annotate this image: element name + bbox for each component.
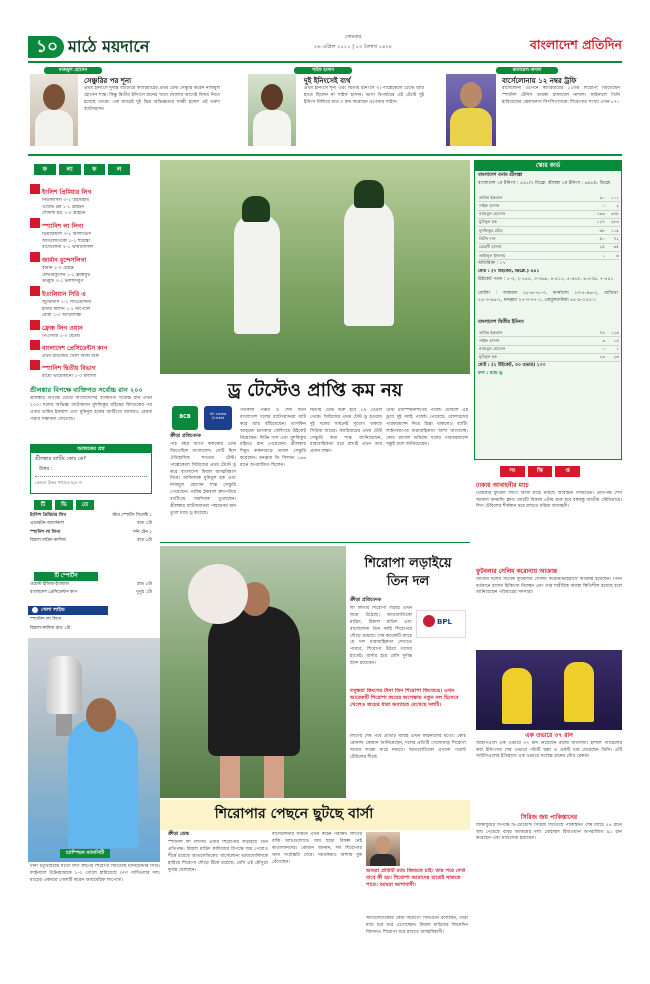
batsman-runs: ৫০	[592, 235, 606, 243]
tv-guide	[28, 498, 154, 568]
result-block-5	[30, 320, 152, 341]
batsman-name: নাজমুল হোসেন	[478, 345, 592, 353]
t-sports-row	[28, 589, 154, 597]
top-story-2-byline: সাইফ হাসান	[294, 67, 352, 74]
result-marker-icon	[30, 340, 40, 350]
batsman-balls: ৩৭৮	[606, 210, 620, 218]
result-line: নিউক্যাসল ৩-২ উইস্টহাম	[42, 197, 89, 203]
table-row	[478, 243, 620, 251]
tv-row-right: স্টার স্পোর্টস সিলেক্ট ১	[112, 513, 152, 518]
player-dark-kit	[208, 606, 300, 756]
brand-name: বাংলাদেশ প্রতিদিন	[529, 37, 622, 52]
batsman-runs: ০	[592, 202, 606, 210]
trophy-shape	[46, 656, 82, 714]
batsman-name: মুশফিকুর রহিম	[478, 227, 592, 235]
table-row	[478, 329, 620, 337]
barca-col-3: আতলেতিকোর কোচ দিয়েগো সিমিওনে বলেছেন, তারা ম্যাচ ধরে ধরে এগোচ্ছেন। রিয়াল মাদ্রিদের জিনেদিন জিদানও শিরোপা ধরে রাখতে আত্মবিশ্বাসী।	[366, 916, 468, 935]
brief-body: প্রিমিয়ার ফুটবল লিগে আজ মাঠে নামছে আবাহনী লিমিটেড। প্রতিপক্ষ শেখ জামাল ধানমন্ডি ক্লাব। ম্যাচটি বিকাল ৪টায় শুরু হবে বঙ্গবন্ধু জাতীয় স্টেডিয়ামে। লিগ টেবিলের শীর্ষস্থান ধরে রাখতে মরিয়া আবাহনী।	[476, 490, 622, 510]
brief-title: এক ওভারে ৩৭ রান	[525, 732, 573, 739]
batsman-balls: ২৮৪	[606, 218, 620, 226]
scorecard-subtitle: বাংলাদেশ বনাম শ্রীলঙ্কা	[478, 173, 523, 178]
result-line: ওয়েস্ট ব্রম ১-১ ব্রাইটন	[42, 204, 85, 210]
batsman-name: মুমিনুল হক	[478, 353, 592, 361]
lead-logo-slc-label: Sri Lanka Cricket	[209, 412, 227, 421]
result-marker-icon	[30, 360, 40, 370]
sports-live	[28, 606, 154, 636]
zidane-photo	[366, 832, 400, 866]
batsman-name: মেহেদী হাসান	[478, 243, 592, 251]
brief-4	[476, 814, 622, 944]
falafal-letter-3: ফ	[84, 164, 106, 175]
table-row	[478, 345, 620, 353]
result-line: জুভেন্টাস ১-১ ফিওরেন্টিনা	[42, 299, 92, 305]
header-rule	[28, 61, 622, 63]
player-shape	[68, 718, 138, 848]
tv-row-right: সনি টেন ২	[132, 529, 152, 535]
result-title: ইতালিয়ান সিরি এ	[42, 291, 86, 298]
issue-day: সোমবার	[344, 34, 362, 40]
zidane-quote: আমরা প্রতিটি ম্যাচ জিততে চাই। তার পরে দেখা যাবে কী হয়। শিরোপা আমাদের হাতেই থাকতে পারে। আমরা আশাবাদী।	[366, 868, 466, 889]
scorecard-bowling: বোলিং : লাকমল ২৮-৬-৭৮-০, ফার্নান্দো ২৩-৫-৯৬-২, রাজিথা ২৪-৩-৯৬-১, ধনঞ্জয়া ২৭-৩-৭৭-১, এমবুলদেনিয়া ৪৫-৯-১৩৫-১	[478, 290, 618, 303]
t-sports-heading: টি স্পোর্টস	[34, 572, 98, 581]
batsman-2	[344, 200, 394, 326]
result-title: ইংলিশ প্রিমিয়ার লিগ	[42, 189, 92, 196]
batsman-runs: ১২৭	[592, 218, 606, 226]
tv-letter-3: তে	[76, 500, 94, 510]
falafal-letter-2: লা	[59, 164, 81, 175]
brief-2	[476, 568, 622, 648]
lead-col-2: গতকাল পঞ্চম ও শেষ দিনে বাংলাদেশ দলের ব্যাটসম্যানরা ব্যাট করে ম্যাচ বাঁচিয়েছেন। তাসকিন আহমেদ চমৎকার বোলিংয়ে উইকেট নিয়েছেন। লিটন দাস এবং মুশফিকুর রহিমও রান পেয়েছেন। শ্রীলঙ্কার দিমুথ করুনারত্নে ডাবল সেঞ্চুরি করেছেন। ধনঞ্জয়া ডি সিলভা ১৬৬ রানে অপরাজিত ছিলেন।	[240, 408, 306, 469]
lead-byline: ক্রীড়া প্রতিবেদক	[170, 434, 201, 439]
result-line: লেভারকুসেন ১-১ ফ্রাঙ্কফুর্ট	[42, 272, 91, 278]
batsman-runs: ৯০	[592, 194, 606, 202]
batsman-balls: ১২৬	[606, 329, 620, 337]
messi-headline-2: তিন দল	[386, 574, 430, 589]
lead-bottom-rule	[160, 542, 470, 543]
table-row	[478, 227, 620, 235]
top-story-3	[426, 66, 622, 152]
batsman-balls: ৩৫	[606, 243, 620, 251]
scorecard-table	[478, 194, 620, 260]
batsman-runs: ০	[592, 345, 606, 353]
falafal-letter-4: ল	[108, 164, 130, 175]
result-block-3	[30, 252, 152, 286]
t-sports-row-left: ওয়েস্ট ইন্ডিজ-ইংল্যান্ড	[30, 582, 70, 587]
barca-col-2: বার্সেলোনার সামনে এখন কঠিন পরীক্ষা। লিগের বাকি ম্যাচগুলোতে জয় ছাড়া বিকল্প নেই কাতালানদের। কোমান জানান, দল শিরোপার জন্য সর্বোচ্চটা দেবে। সমর্থকরাও আশায় বুক বেঁধেছেন।	[272, 832, 362, 865]
t-sports-row	[28, 581, 154, 589]
tv-letter-2: ভি	[55, 500, 73, 510]
batsman-name: লিটন দাস	[478, 235, 592, 243]
result-block-7	[30, 360, 152, 381]
tv-row-left: রিয়াল মাদ্রিদ-কাদিজ	[30, 538, 66, 544]
t-sports	[28, 572, 154, 604]
champion-photo	[28, 638, 160, 862]
t-sports-row-right: দুপুর ১টা	[136, 590, 152, 596]
quiz-heading: আজকের প্রশ্ন	[31, 445, 151, 453]
sports-live-header	[28, 606, 108, 615]
table-row	[478, 353, 620, 361]
messi-byline: ক্রীড়া প্রতিবেদক	[350, 598, 381, 603]
top-story-1-byline: নাজমুল হোসেন	[44, 67, 102, 74]
quiz-question: শ্রীলঙ্কার ব্যাটিং কোচ কে?	[35, 456, 86, 462]
lead-col-4: টেস্ট চ্যাম্পিয়নশিপের পয়েন্ট টেবিলে এই ড্রয়ে দুই দলই পয়েন্ট পেয়েছে। বোলারদের পারফরম্যান্স নিয়ে চিন্তা থাকলেও ব্যাটিং লাইনআপের ধারাবাহিকতা আশা জাগাচ্ছে। কোচ রাসেল ডমিঙ্গো দলের পারফরম্যান্সে সন্তুষ্ট বলে জানিয়েছেন।	[386, 408, 468, 448]
falafal-heading	[34, 164, 130, 175]
result-title: স্প্যানিশ লা লিগা	[42, 223, 84, 230]
result-block-4	[30, 286, 152, 320]
top-story-1-title: সেঞ্চুরির পর শূন্য	[84, 77, 132, 85]
messi-body: লা লিগার শিরোপা লড়াই এখন জমে উঠেছে। আতলেতিকো মাদ্রিদ, রিয়াল মাদ্রিদ এবং বার্সেলোনা তিন দলই শিরোপার দৌড়ে রয়েছে। শেষ কয়েকটি ম্যাচে যে দল ধারাবাহিকতা দেখাতে পারবে, শিরোপা উঠবে তাদের হাতেই। বার্সার হয়ে মেসি দুর্দান্ত ছন্দে রয়েছেন।	[350, 606, 412, 667]
tv-row	[28, 520, 154, 528]
tv-row-left: এভারটন-আর্সেনাল	[30, 521, 64, 527]
result-line: ইন্টার মিলান ১-১ নাপোলি	[42, 306, 91, 312]
lead-col-3: দ্বিতীয় টেস্ট শুরু হবে ২৯ এপ্রিল থেকে। সিরিজের প্রথম টেস্ট ড্র হওয়ায় দুই দলের সামনেই সুযোগ থাকছে সিরিজ জয়ের। ক্যারিয়ারের প্রথম টেস্ট সেঞ্চুরি করা শান্ত জানিয়েছেন, ধারাবাহিকতা ধরে রাখাই এখন তার প্রধান লক্ষ্য।	[310, 408, 382, 455]
top-story-2-title: দুই ইনিংসেই ব্যর্থ	[304, 77, 351, 85]
batsman-name: সাইফ হাসান	[478, 337, 592, 345]
scorecard-total: মোট : (৭ উইকেট, ডিক্লে.) ৫৪১	[478, 269, 540, 275]
brief-body: জিম্বাবুয়ের বিপক্ষে টি-টোয়েন্টি সিরিজ জিতেছে পাকিস্তান। শেষ ম্যাচে ২৪ রানে জয় পেয়েছে বাবর আজমের দল। মোহাম্মদ রিজওয়ান অপরাজিত ৯১ রান করেছেন এবং ম্যাচসেরা হয়েছেন।	[476, 822, 622, 842]
section-title: মাঠে ময়দানে	[68, 37, 150, 56]
sports-live-icon	[32, 607, 38, 613]
result-marker-icon	[30, 218, 40, 228]
brief-title: ঢাকায় আবাহনীর ম্যাচ	[476, 482, 529, 489]
top-story-1-body: প্রথম ইনিংসে দুর্দান্ত ব্যাটিংয়ে ক্যারিয়ারের প্রথম টেস্ট সেঞ্চুরি করেন নাজমুল হোসেন শান্ত। কিন্তু দ্বিতীয় ইনিংসে রানের খাতা খোলার আগেই বিদায় নিতে হয়েছে তাকে। এক ম্যাচেই দুই ভিন্ন অভিজ্ঞতার সাক্ষী হলেন এই তরুণ ব্যাটসম্যান।	[84, 86, 220, 112]
batsman-balls: ২৬	[606, 353, 620, 361]
brief-1	[476, 482, 622, 566]
lead-col-1: পাঁচ বছর আগে কলম্বোয় টেস্ট জিতেছিল বাংলাদেশ। সেটি ছিল ঐতিহাসিক শততম টেস্ট। পাল্লেকেলে সিরিজের প্রথম টেস্টে ড্র করে বাংলাদেশ ফিরল আত্মবিশ্বাস নিয়ে। অধিনায়ক মুমিনুল হক এবং নাজমুল হোসেন শান্ত সেঞ্চুরি পেয়েছেন। তামিম ইকবাল দ্রুতগতির ব্যাটিংয়ে অর্ধশতক তুলেছেন। শ্রীলঙ্কার ব্যাটসম্যানরা পাহাড়সম রান তুলে ম্যাচ ড্র করেছে।	[170, 442, 236, 516]
scorecard-summary: বাংলাদেশ ১ম ইনিংস : ৫৪১/৭ ডিক্লে. শ্রীলঙ্কা ১ম ইনিংস : ৬৪৮/৮ ডিক্লে.	[478, 180, 612, 186]
messi-photo	[160, 546, 346, 798]
batsman-name: নাজমুল হোসেন	[478, 210, 592, 218]
t-sports-row-right: রাত ৮টা	[137, 582, 152, 587]
tv-row	[28, 529, 154, 537]
sidebar-story-body: শ্রীলঙ্কার বিপক্ষে টেস্টে বাংলাদেশের ব্যক্তিগত সর্বোচ্চ রান এখন ২০০। দলের অভিজ্ঞ ব্যাটসম্যান মুশফিকুর রহিমের দ্বিশতকের পর এবার তামিম ইকবাল এবং মুমিনুল হকের ব্যাটিংয়ে আবারও রেকর্ড গড়ার সম্ভাবনা জেগেছে।	[30, 396, 152, 422]
top-story-3-body: বার্সেলোনা ওপেনে ক্যারিয়ারের ১২তম শিরোপা জিতেছেন স্প্যানিশ টেনিস তারকা রাফায়েল নাদাল। ফাইনালে তিনি হারিয়েছেন স্তেফানোস সিৎসিপাসকে। শিরোপার সংখ্যা এখন ৮৭।	[502, 86, 620, 105]
result-line: পিএসজি ২-০ মেটজ	[42, 333, 80, 339]
table-row	[478, 251, 620, 259]
masthead	[28, 34, 622, 60]
result-title: ফ্রেঞ্চ লিগ ওয়ান	[42, 325, 83, 332]
top-story-2-photo	[248, 74, 296, 146]
brief-body: আইপিএলে এক ওভারে ৩৭ রান নিয়েছেন রবীন্দ্র জাদেজা। হার্শাল প্যাটেলের করা ইনিংসের শেষ ওভারে পাঁচটি ছক্কা ও একটি চার মেরেছেন তিনি। এটি আইপিএলের ইতিহাসে এক ওভারে সর্বোচ্চ রানের যৌথ রেকর্ড।	[476, 740, 622, 760]
top-story-1-photo	[30, 74, 78, 146]
sports-live-line-2: রিয়াল-কাদিজ রাত ১টা	[30, 625, 71, 631]
result-title: জার্মান বুন্দেসলিগা	[42, 257, 87, 264]
brief-3	[476, 732, 622, 812]
result-block-2	[30, 218, 152, 252]
brief-3-photo	[476, 650, 622, 730]
sangkhipta-letter-2: ক্ষি	[528, 466, 553, 477]
barca-byline: ক্রীড়া ডেস্ক	[168, 832, 189, 837]
tv-heading	[34, 500, 94, 510]
scorecard-second-heading: বাংলাদেশ দ্বিতীয় ইনিংস	[478, 319, 524, 325]
batsman-balls: ১১৫	[606, 227, 620, 235]
batsman-balls: ৭২	[606, 235, 620, 243]
top-story-3-byline: রাফায়েল নাদাল	[496, 67, 558, 74]
scorecard-second-table	[478, 329, 620, 362]
table-row	[478, 337, 620, 345]
result-line: রোমা ২-০ আতালান্তা	[42, 313, 82, 319]
result-marker-icon	[30, 184, 40, 194]
lead-logo-bcb-label: BCB	[179, 414, 191, 420]
lead-headline: ড্র টেস্টেও প্রাপ্তি কম নয়	[227, 380, 403, 401]
quiz-box	[30, 444, 152, 494]
batsman-balls: ২	[606, 202, 620, 210]
batsman-name: তামিম ইকবাল	[478, 194, 592, 202]
top-story-3-photo	[446, 74, 496, 146]
barca-headline: শিরোপার পেছনে ছুটছে বার্সা	[214, 806, 374, 822]
batsman-1	[234, 214, 280, 334]
scorecard-result: ফল : ম্যাচ ড্র	[478, 370, 503, 376]
result-title: স্প্যানিশ দ্বিতীয় বিভাগ	[42, 365, 96, 372]
falafal-column	[28, 160, 154, 440]
batsman-runs: ২৫	[592, 243, 606, 251]
top-stories-rule	[28, 154, 622, 156]
sangkhipta-letter-3: প্ত	[555, 466, 580, 477]
barca-col-1: স্প্যানিশ লা লিগায় এবার শিরোপার লড়াইয়ে তিন প্রতিপক্ষ। রিয়াল মাদ্রিদ কাদিজের বিপক্ষে জয় পেলেও শীর্ষে রয়েছে আতলেতিকো। বার্সেলোনা ভায়াদোলিদকে হারিয়ে শিরোপা দৌড়ে টিকে রয়েছে। মেসি এই মৌসুমে দুর্দান্ত খেলছেন।	[168, 840, 268, 873]
batsman-runs: ১৬৩	[592, 210, 606, 218]
scorecard	[474, 160, 622, 460]
tv-row	[28, 512, 154, 520]
messi-pull-quote: বসুন্ধরা কিংসের টানা তিন শিরোপা জিতেছে। এখন আরেকটি শিরোপা জয়ের অপেক্ষায় নতুন দল হিসেবে খেলেও জয়ের ধারা অব্যাহত রেখেছে দলটি।	[350, 688, 459, 709]
result-line: বার্সেলোনা ২-১ ভায়াদোলিদ	[42, 245, 94, 251]
sports-live-heading: খেলা লাইভ	[41, 607, 65, 613]
champion-caption: চ্যাম্পিয়ন ম্যানসিটি	[60, 849, 110, 858]
batsman-runs: ২৩	[592, 353, 606, 361]
sports-live-line-1: স্প্যানিশ লা লিগা	[30, 617, 62, 622]
tv-row-left: স্প্যানিশ লা লিগা	[30, 529, 61, 535]
batsman-runs: ৬৮	[592, 227, 606, 235]
top-story-2-body: প্রথম ইনিংসে শূন্য এবং দ্বিতীয় ইনিংসে ৩। পাল্লেকেলে টেস্টে ব্যাট হাতে ছিলেন না সাইফ হাসান। ভাগ্য বিপর্যয়ের এই টেস্টে দুই ইনিংস মিলিয়ে মাত্র ৩ রান করেছেন ওপেনার সাইফ।	[304, 86, 424, 105]
bpl-logo	[416, 610, 466, 638]
table-row	[478, 210, 620, 218]
top-story-1	[28, 66, 224, 152]
result-line: আতলেতিকো ২-১ হুয়েস্কা	[42, 238, 90, 244]
quiz-note: কোনো উত্তর পাঠাতে হবে না	[35, 479, 83, 485]
sidebar-story	[30, 386, 152, 440]
batsman-balls: ১৪	[606, 337, 620, 345]
issue-date: ২৬ এপ্রিল ২০২১ | ১৩ বৈশাখ ১৪২৮	[313, 44, 393, 50]
batsman-balls: ১০১	[606, 194, 620, 202]
result-block-1	[30, 184, 152, 218]
result-block-6	[30, 340, 152, 361]
scorecard-extras: অতিরিক্ত : ১৭	[478, 261, 506, 267]
batsman-balls: ১	[606, 345, 620, 353]
result-title: বাংলাদেশ প্রেসিডেন্টস কাপ	[42, 345, 108, 352]
batsman-name: মুমিনুল হক	[478, 218, 592, 226]
result-line: বায়ার্ন ২-০ মেইঞ্জ	[42, 265, 74, 271]
brief-title: ফুটবলার সেলিম করোনায় আক্রান্ত	[476, 568, 558, 575]
t-sports-row-left: বাংলাদেশ প্রেসিডেন্টস কাপ	[30, 590, 78, 596]
table-row	[478, 202, 620, 210]
result-line: রায়ো ভায়েকানো ১-০ মালাগা	[42, 373, 97, 379]
messi-headline-1: শিরোপা লড়াইয়ে	[364, 556, 452, 571]
result-line: প্রথম রাউন্ডের খেলা আজ শুরু	[42, 353, 99, 359]
lead-logo-slc	[204, 406, 232, 430]
quiz-answer-label: উত্তর :	[35, 464, 147, 476]
top-story-2	[228, 66, 424, 152]
scorecard-second-total: মোট : (২ উইকেট, ৩৩ ওভার) ১০০	[478, 363, 546, 369]
tv-row-right: রাত ১টা	[137, 538, 152, 544]
page-number: ১০	[35, 37, 59, 57]
top-story-3-title: বার্সেলোনায় ১২ নম্বর ট্রফি	[502, 77, 577, 85]
tv-row	[28, 537, 154, 545]
brief-body: জাতীয় দলের সাবেক ফুটবলার সেলিম করোনাভাইরাসে আক্রান্ত হয়েছেন। তিনি বর্তমানে বাসায় চিকিৎসা নিচ্ছেন এবং তার শারীরিক অবস্থা স্থিতিশীল রয়েছে বলে জানিয়েছেন পরিবারের সদস্যরা।	[476, 576, 622, 596]
batsman-balls: ৬	[606, 251, 620, 259]
sidebar-story-title: শ্রীলঙ্কার বিপক্ষে ব্যক্তিগত সর্বোচ্চ রান ২০০	[30, 386, 143, 394]
batsman-runs: ৭৪	[592, 329, 606, 337]
batsman-name: সাইফ হাসান	[478, 202, 592, 210]
result-marker-icon	[30, 286, 40, 296]
scorecard-fow: উইকেট পতন : ১-৩, ২-১৪৪, ৩-৩৬৬, ৪-৪১১, ৫-৪৬০, ৬-৫৩৯, ৭-৫৪১	[478, 276, 614, 282]
falafal-letter-1: ফ	[34, 164, 56, 175]
champion-body: টানা চতুর্থবারের মতো লিগ কাপের শিরোপা জিতেছে ম্যানচেস্টার সিটি। ফাইনালে টটেনহ্যামকে ১-০ গোলে হারিয়েছে পেপ গার্দিওলার দল। ম্যাচের একমাত্র গোলটি করেন আয়মেরিক লাপোর্ত।	[30, 864, 160, 883]
sangkhipta-heading	[500, 466, 580, 477]
tv-row-right: রাত ১টা	[137, 521, 152, 527]
table-row	[478, 194, 620, 202]
tv-row-left: ইংলিশ প্রিমিয়ার লিগ	[30, 513, 67, 518]
lead-logo-bcb	[172, 406, 198, 430]
lead-photo	[160, 160, 470, 374]
result-marker-icon	[30, 320, 40, 330]
result-line: শেফিল্ড ইউ ১-০ ব্রাইটন	[42, 211, 86, 217]
result-line: ডর্টমুন্ড ৩-১ ভলফসবুর্গ	[42, 279, 84, 285]
tv-letter-1: টি	[34, 500, 52, 510]
brand-logo	[500, 34, 622, 58]
table-row	[478, 218, 620, 226]
result-marker-icon	[30, 252, 40, 262]
table-row	[478, 235, 620, 243]
bpl-logo-text: BPL	[437, 618, 452, 626]
result-line: ভিয়ারিয়াল ৩-২ আলাভেস	[42, 231, 92, 237]
scorecard-heading: স্কোর কার্ড	[475, 161, 621, 171]
batsman-runs: ৩	[592, 337, 606, 345]
messi-body-2: লিগের শেষ পর্বে প্রতিটি ম্যাচই এখন ফাইনালের মতো। কোচ রোনাল্ড কোমান জানিয়েছেন, দলের প্রতিটি খেলোয়াড় শিরোপা জয়ের লক্ষ্যে মাঠে নামবে। আতলেতিকো এখনো পয়েন্ট টেবিলের শীর্ষে।	[350, 734, 466, 760]
batsman-name: তামিম ইকবাল	[478, 329, 592, 337]
sangkhipta-letter-1: সং	[500, 466, 525, 477]
batsman-name: তাইজুল ইসলাম	[478, 251, 592, 259]
player-light-kit	[188, 564, 248, 624]
batsman-runs: ১	[592, 251, 606, 259]
brief-title: সিরিজ জয় পাকিস্তানের	[520, 814, 578, 821]
